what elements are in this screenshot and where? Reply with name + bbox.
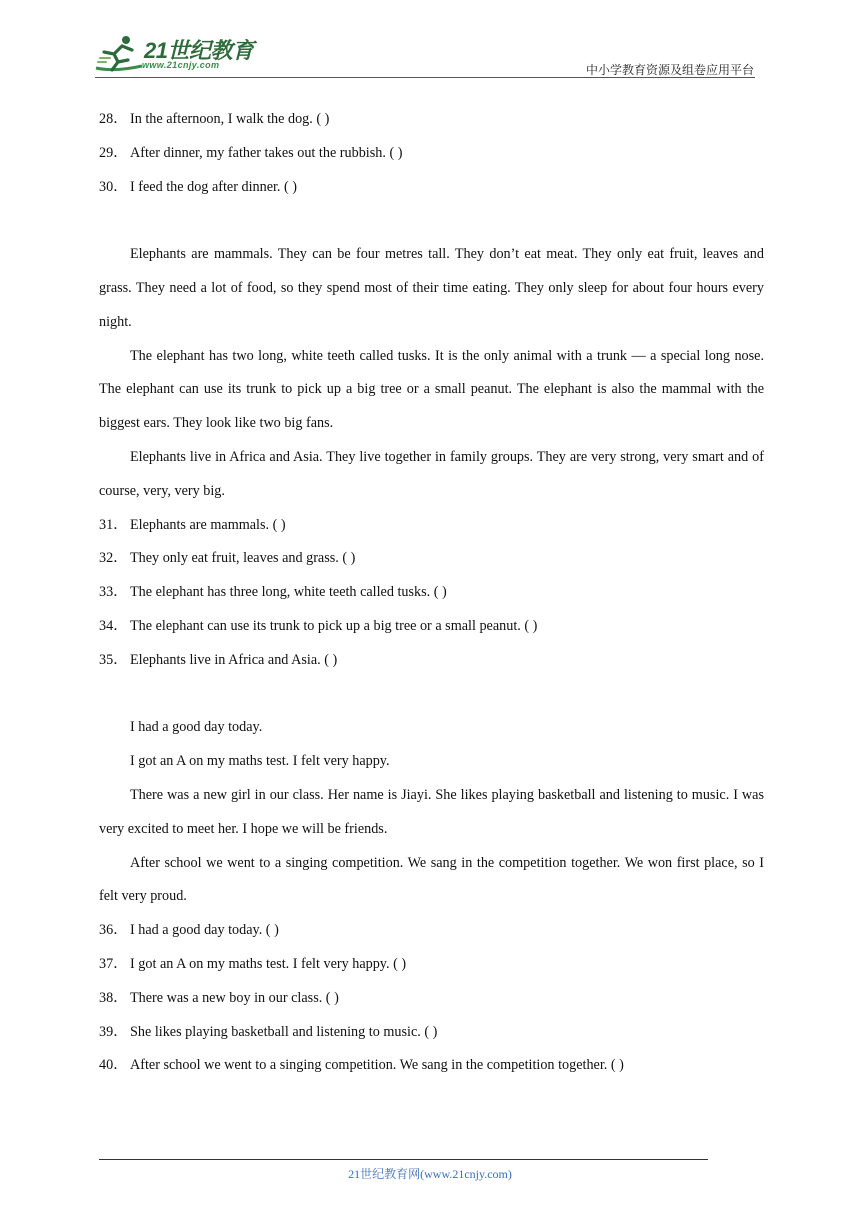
passage-elephants-paragraph: Elephants are mammals. They can be four metres tall. They don’t eat meat. They only eat fruit, leaves and grass. They need a lot of food, so they spend most of their time eating. They only sleep for about four hours every night.: [99, 246, 764, 330]
logo-name: 21世纪教育: [144, 38, 254, 63]
passage-diary-paragraph: I had a good day today.: [130, 719, 263, 736]
question-text: I feed the dog after dinner. ( ): [130, 178, 298, 195]
question-text: There was a new boy in our class. ( ): [130, 989, 339, 1006]
question-31: [99, 509, 764, 543]
question-number: 33．: [99, 584, 128, 601]
footer-divider: [99, 1159, 708, 1160]
question-number: 31．: [99, 516, 128, 533]
question-33: [99, 576, 764, 610]
question-number: 38．: [99, 989, 128, 1006]
question-number: 30．: [99, 178, 128, 195]
header-tagline: 中小学教育资源及组卷应用平台: [585, 63, 754, 77]
page-header: [0, 0, 860, 80]
footer-link[interactable]: 21世纪教育网(www.21cnjy.com): [348, 1167, 512, 1181]
logo-url: www.21cnjy.com: [142, 60, 220, 70]
logo: [92, 34, 262, 76]
question-number: 39．: [99, 1023, 128, 1040]
question-text: The elephant has three long, white teeth called tusks. ( ): [130, 584, 447, 601]
passage-elephants-paragraph: Elephants live in Africa and Asia. They live together in family groups. They are very strong, very smart and of course, very, very big.: [99, 448, 764, 499]
question-text: She likes playing basketball and listening to music. ( ): [130, 1023, 438, 1040]
question-38: [99, 982, 764, 1016]
question-text: They only eat fruit, leaves and grass. ( ): [130, 550, 356, 567]
question-35: [99, 644, 764, 678]
question-34: [99, 610, 764, 644]
question-text: Elephants are mammals. ( ): [130, 516, 286, 533]
question-number: 37．: [99, 955, 128, 972]
question-40: [99, 1049, 764, 1083]
question-text: After school we went to a singing competition. We sang in the competition together. ( ): [130, 1057, 624, 1074]
question-number: 32．: [99, 550, 128, 567]
passage-diary-paragraph: There was a new girl in our class. Her name is Jiayi. She likes playing basketball and listening to music. I was very excited to meet her. I hope we will be friends.: [99, 786, 764, 837]
question-text: I had a good day today. ( ): [130, 922, 279, 939]
question-28: [99, 103, 764, 137]
question-number: 34．: [99, 617, 128, 634]
question-number: 35．: [99, 651, 128, 668]
question-36: [99, 914, 764, 948]
passage-diary-paragraph: I got an A on my maths test. I felt very happy.: [130, 753, 390, 770]
header-divider: [95, 77, 755, 78]
question-number: 28．: [99, 111, 128, 127]
question-text: The elephant can use its trunk to pick up a big tree or a small peanut. ( ): [130, 617, 538, 634]
worksheet-content: [99, 103, 764, 1083]
question-text: Elephants live in Africa and Asia. ( ): [130, 651, 338, 668]
question-number: 29．: [99, 144, 128, 161]
question-number: 40．: [99, 1057, 128, 1074]
section-gap: [99, 204, 764, 238]
passage-diary-paragraph: After school we went to a singing competition. We sang in the competition together. We won first place, so I felt very proud.: [99, 854, 764, 905]
question-29: [99, 137, 764, 171]
question-number: 36．: [99, 922, 128, 939]
question-37: [99, 948, 764, 982]
question-text: In the afternoon, I walk the dog. ( ): [130, 111, 330, 127]
section-gap: [99, 678, 764, 712]
question-39: [99, 1016, 764, 1050]
question-text: After dinner, my father takes out the rubbish. ( ): [130, 144, 403, 161]
passage-elephants-paragraph: The elephant has two long, white teeth called tusks. It is the only animal with a trunk — a special long nose. The elephant can use its trunk to pick up a big tree or a small peanut. The elephant is also the mammal with the biggest ears. They look like two big fans.: [99, 347, 764, 432]
question-30: [99, 171, 764, 205]
runner-logo-icon: [92, 34, 144, 76]
question-32: [99, 542, 764, 576]
question-text: I got an A on my maths test. I felt very happy. ( ): [130, 955, 407, 972]
